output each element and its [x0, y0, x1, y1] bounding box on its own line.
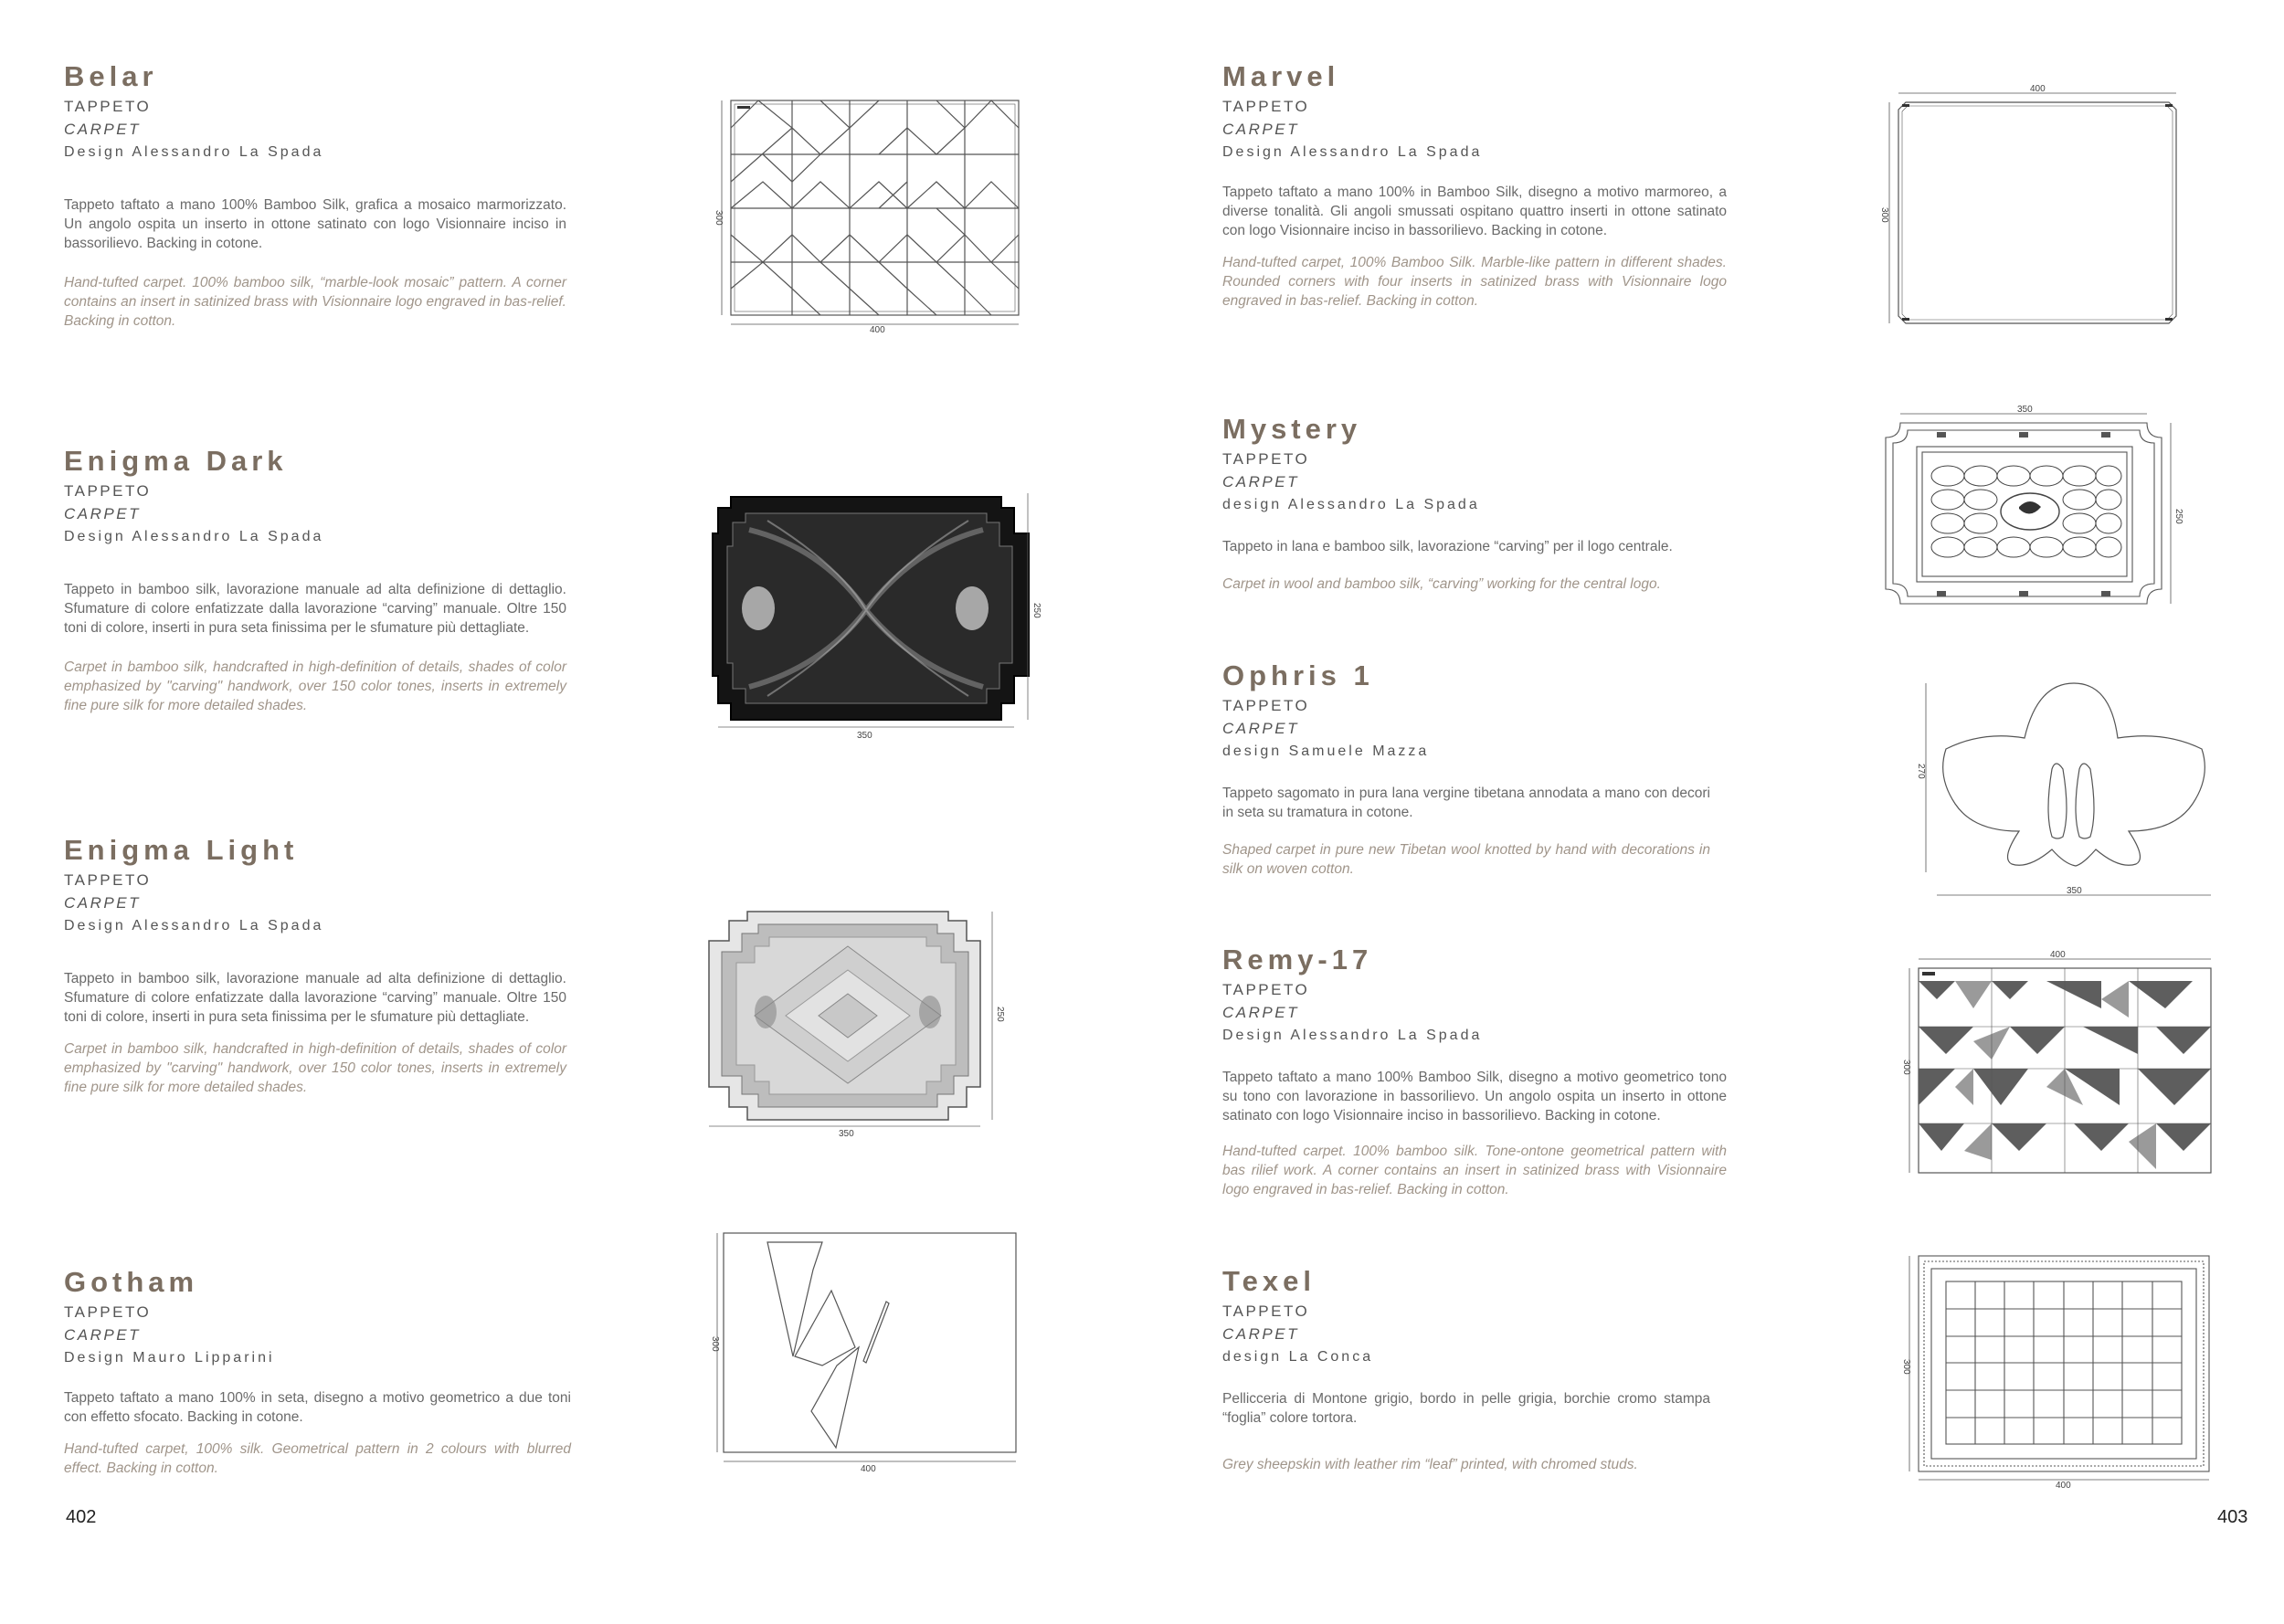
product-type-en: CARPET	[1222, 720, 1299, 737]
product-enigma-dark	[64, 445, 566, 715]
product-type-en: CARPET	[1222, 1004, 1299, 1021]
description-it: Tappeto taftato a mano 100% in seta, disegno a motivo geometrico a due toni con effetto sfocato. Backing in cotone.	[64, 1390, 571, 1425]
dim-height: 300	[1901, 1060, 1911, 1075]
dim-height: 300	[710, 1336, 720, 1352]
product-designer: Design Alessandro La Spada	[64, 918, 324, 933]
product-title: Gotham	[64, 1266, 199, 1298]
product-title: Belar	[64, 60, 158, 92]
product-type: TAPPETO	[1222, 981, 1310, 998]
page-number-right: 403	[2217, 1507, 2248, 1527]
description-en: Shaped carpet in pure new Tibetan wool knotted by hand with decorations in silk on woven cotton.	[1222, 842, 1710, 877]
description-en: Carpet in wool and bamboo silk, “carving” working for the central logo.	[1222, 576, 1661, 592]
description-en: Hand-tufted carpet, 100% Bamboo Silk. Marble-like pattern in different shades. Rounded corners with four inserts in satinized brass with Visionnaire logo engraved in bas-relief. Backing in cotton.	[1222, 255, 1727, 309]
remy-17-carpet-drawing	[1900, 950, 2220, 1178]
description-it: Tappeto taftato a mano 100% Bamboo Silk, disegno a motivo geometrico tono su tono con lavorazione in bassorilievo. Un angolo ospita un inserto in ottone satinato con logo Visionnaire inciso in bassorilievo. Backing in cotone.	[1222, 1070, 1727, 1123]
dim-height: 300	[1901, 1359, 1911, 1375]
dim-height: 270	[1916, 764, 1926, 779]
description-it: Tappeto taftato a mano 100% Bamboo Silk, grafica a mosaico marmorizzato. Un angolo ospita un inserto in ottone satinato con logo Visionnaire inciso in bassorilievo. Backing in cotone.	[64, 197, 566, 251]
product-type: TAPPETO	[1222, 98, 1310, 115]
product-remy-17	[1222, 944, 1727, 1199]
description-en: Carpet in bamboo silk, handcrafted in high-definition of details, shades of color emphasized by "carving" handwork, over 150 color tones, inserts in extremely fine pure silk for more detailed shades.	[64, 659, 566, 713]
product-type-en: CARPET	[64, 1326, 141, 1344]
product-designer: Design Alessandro La Spada	[64, 144, 324, 160]
product-gotham	[64, 1266, 571, 1478]
description-it: Tappeto sagomato in pura lana vergine tibetana annodata a mano con decori in seta su tramatura in cotone.	[1222, 786, 1710, 820]
product-title: Texel	[1222, 1265, 1316, 1297]
product-designer: Design Alessandro La Spada	[1222, 144, 1483, 160]
product-type: TAPPETO	[1222, 450, 1310, 468]
product-type-en: CARPET	[1222, 473, 1299, 490]
dim-width: 400	[861, 1464, 876, 1474]
dim-width: 350	[2067, 886, 2082, 896]
product-designer: Design Alessandro La Spada	[64, 529, 324, 544]
dim-width: 400	[2050, 950, 2066, 960]
description-en: Grey sheepskin with leather rim “leaf” printed, with chromed studs.	[1222, 1457, 1638, 1472]
product-type-en: CARPET	[64, 894, 141, 912]
product-type-en: CARPET	[64, 121, 141, 138]
product-marvel	[1222, 60, 1727, 311]
product-belar	[64, 60, 566, 331]
product-title: Enigma Light	[64, 834, 299, 866]
dim-height: 250	[2173, 509, 2184, 524]
mystery-carpet-drawing	[1873, 406, 2184, 626]
enigma-light-carpet-drawing	[702, 904, 1012, 1142]
dim-width: 350	[839, 1129, 854, 1139]
dim-width: 400	[2030, 84, 2046, 94]
dim-height: 300	[714, 210, 724, 226]
product-type: TAPPETO	[1222, 1302, 1310, 1320]
product-type: TAPPETO	[64, 871, 152, 889]
texel-carpet-drawing	[1900, 1251, 2220, 1489]
product-designer: design La Conca	[1222, 1349, 1374, 1365]
product-type-en: CARPET	[1222, 1325, 1299, 1343]
description-it: Tappeto in bamboo silk, lavorazione manuale ad alta definizione di dettaglio. Sfumature di colore enfatizzate dalla lavorazione “carving” manuale. Oltre 150 toni di colore, inserti in pura seta finissima per le sfumature più dettagliate.	[64, 582, 566, 636]
dim-height: 250	[995, 1007, 1005, 1022]
ophris-1-carpet-drawing	[1900, 676, 2211, 904]
description-en: Hand-tufted carpet, 100% silk. Geometrical pattern in 2 colours with blurred effect. Backing in cotton.	[64, 1441, 571, 1476]
product-designer: Design Alessandro La Spada	[1222, 1028, 1483, 1043]
dim-height: 300	[1879, 207, 1889, 223]
dim-width: 350	[2017, 405, 2033, 415]
product-type-en: CARPET	[1222, 121, 1299, 138]
description-en: Hand-tufted carpet. 100% bamboo silk. Tone-ontone geometrical pattern with bas rilief work. A corner contains an insert in satinized brass with Visionnaire logo engraved in bas-relief. Backing in cotton.	[1222, 1144, 1727, 1197]
product-type: TAPPETO	[64, 98, 152, 115]
product-title: Enigma Dark	[64, 445, 288, 477]
product-type-en: CARPET	[64, 505, 141, 522]
product-enigma-light	[64, 834, 566, 1097]
dim-width: 350	[857, 731, 872, 741]
product-title: Mystery	[1222, 413, 1362, 445]
marvel-carpet-drawing	[1879, 84, 2220, 331]
product-designer: Design Mauro Lipparini	[64, 1350, 275, 1366]
belar-carpet-drawing	[713, 96, 1042, 333]
dim-width: 400	[870, 325, 885, 335]
product-ophris-1	[1222, 659, 1710, 879]
product-type: TAPPETO	[64, 1303, 152, 1321]
product-title: Ophris 1	[1222, 659, 1374, 691]
product-designer: design Samuele Mazza	[1222, 743, 1430, 759]
page-number-left: 402	[66, 1507, 97, 1527]
enigma-dark-carpet-drawing	[713, 493, 1042, 741]
product-title: Remy-17	[1222, 944, 1373, 975]
product-type: TAPPETO	[1222, 697, 1310, 714]
dim-height: 250	[1031, 603, 1042, 618]
product-title: Marvel	[1222, 60, 1340, 92]
description-en: Carpet in bamboo silk, handcrafted in high-definition of details, shades of color emphasized by "carving" handwork, over 150 color tones, inserts in extremely fine pure silk for more detailed shades.	[64, 1041, 566, 1095]
description-it: Pellicceria di Montone grigio, bordo in pelle grigia, borchie cromo stampa “foglia” colore tortora.	[1222, 1391, 1710, 1426]
product-designer: design Alessandro La Spada	[1222, 497, 1480, 512]
description-it: Tappeto in bamboo silk, lavorazione manuale ad alta definizione di dettaglio. Sfumature di colore enfatizzate dalla lavorazione “carving” manuale. Oltre 150 toni di colore, inserti in pura seta finissima per le sfumature più dettagliate.	[64, 971, 566, 1025]
gotham-carpet-drawing	[710, 1229, 1032, 1475]
product-type: TAPPETO	[64, 482, 152, 500]
product-texel	[1222, 1265, 1710, 1474]
dim-width: 400	[2056, 1481, 2071, 1491]
product-mystery	[1222, 413, 1727, 594]
description-it: Tappeto taftato a mano 100% in Bamboo Silk, disegno a motivo marmoreo, a diverse tonalità. Gli angoli smussati ospitano quattro inserti in ottone satinato con logo Visionnaire inciso in bassorilievo. Backing in cotone.	[1222, 185, 1727, 238]
description-it: Tappeto in lana e bamboo silk, lavorazione “carving” per il logo centrale.	[1222, 539, 1673, 554]
description-en: Hand-tufted carpet. 100% bamboo silk, “marble-look mosaic” pattern. A corner contains an insert in satinized brass with Visionnaire logo engraved in bas-relief. Backing in cotton.	[64, 275, 566, 329]
